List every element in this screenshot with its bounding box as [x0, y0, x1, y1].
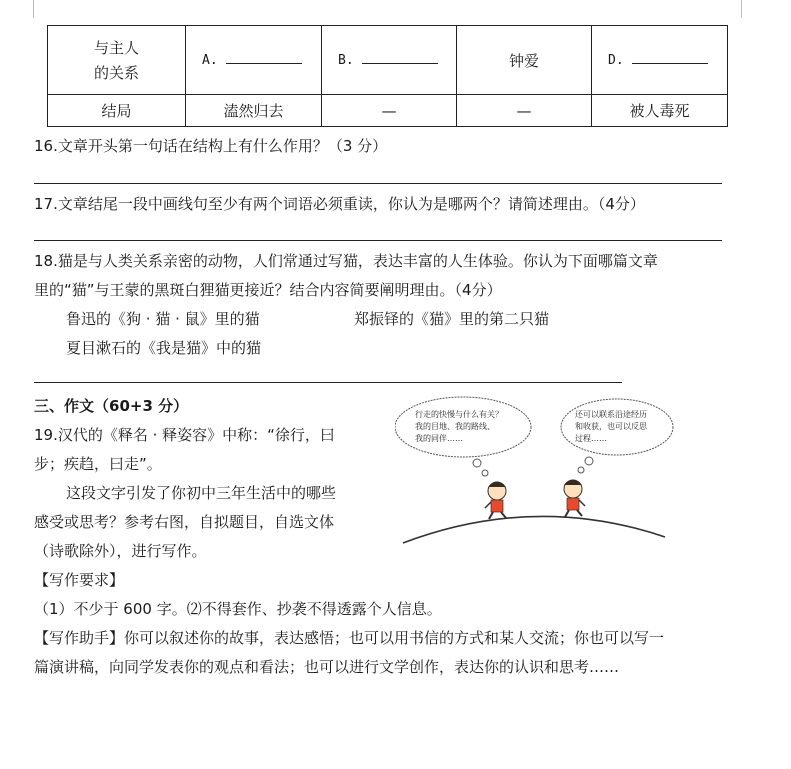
margin-mark-right	[741, 0, 742, 18]
q19-line1: 19.汉代的《释名 · 释姿容》中称：“徐行，曰	[34, 426, 335, 444]
walking-kids-illustration	[395, 395, 675, 550]
left-boy-figure	[485, 482, 506, 519]
answer-line-16[interactable]	[34, 183, 722, 184]
cell-a-ending: 溘然归去	[186, 95, 322, 127]
row-header-relation: 与主人 的关系	[48, 26, 186, 95]
right-boy-figure	[564, 480, 585, 517]
writing-helper-line2: 篇演讲稿，向同学发表你的观点和看法；也可以进行文学创作，表达你的认识和思考……	[34, 658, 620, 676]
svg-text:和收获，也可以反思: 和收获，也可以反思	[575, 422, 647, 431]
q19-line4: 感受或思考？参考右图，自拟题目，自选文体	[34, 513, 335, 531]
cell-b-blank[interactable]: B.	[322, 26, 457, 95]
row-header-ending: 结局	[48, 95, 186, 127]
cell-c-value: 钟爱	[457, 26, 592, 95]
margin-mark-left	[33, 0, 34, 18]
question-16: 16.文章开头第一句话在结构上有什么作用？（3 分）	[34, 137, 388, 155]
left-thought-bubble	[395, 397, 531, 476]
question-18-line1: 18.猫是与人类关系亲密的动物，人们常通过写猫，表达丰富的人生体验。你认为下面哪篇文章	[34, 252, 658, 270]
svg-text:我的目地、我的路线、: 我的目地、我的路线、	[415, 422, 495, 431]
cell-d-ending: 被人毒死	[592, 95, 728, 127]
svg-text:我的同伴……: 我的同伴……	[415, 434, 463, 443]
writing-requirements-text: （1）不少于 600 字。⑵不得套作、抄袭不得透露个人信息。	[34, 600, 442, 618]
svg-text:还可以联系沿途经历: 还可以联系沿途经历	[575, 410, 647, 419]
q18-option-natsume: 夏目漱石的《我是猫》中的猫	[66, 339, 262, 357]
q18-option-zhengzhenduo: 郑振铎的《猫》里的第二只猫	[354, 310, 550, 328]
q19-line3: 这段文字引发了你初中三年生活中的哪些	[66, 484, 337, 502]
answer-line-17[interactable]	[34, 240, 722, 241]
cell-c-ending: —	[457, 95, 592, 127]
section-three-title: 三、作文（60+3 分）	[34, 397, 189, 415]
q19-line5: （诗歌除外），进行写作。	[34, 542, 207, 560]
question-18-line2: 里的“猫”与王蒙的黑斑白狸猫更接近？结合内容简要阐明理由。（4分）	[34, 281, 502, 299]
cell-b-ending: —	[322, 95, 457, 127]
writing-requirements-title: 【写作要求】	[34, 571, 125, 589]
q19-line2: 步；疾趋，曰走”。	[34, 455, 162, 473]
table-row	[48, 95, 728, 127]
table-row	[48, 26, 728, 95]
cell-a-blank[interactable]: A.	[186, 26, 322, 95]
relationship-table	[47, 25, 728, 127]
writing-helper-line1: 【写作助手】你可以叙述你的故事，表达感悟；也可以用书信的方式和某人交流；你也可以写一	[34, 629, 665, 647]
question-17: 17.文章结尾一段中画线句至少有两个词语必须重读，你认为是哪两个？请简述理由。（4分）	[34, 195, 645, 213]
right-thought-bubble	[561, 399, 673, 473]
hill-line	[403, 516, 665, 543]
answer-line-18[interactable]	[34, 382, 622, 383]
cell-d-blank[interactable]: D.	[592, 26, 728, 95]
svg-text:行走的快慢与什么有关？: 行走的快慢与什么有关？	[415, 410, 503, 419]
q18-option-luxun: 鲁迅的《狗 · 猫 · 鼠》里的猫	[66, 310, 260, 328]
svg-text:过程……: 过程……	[575, 434, 607, 443]
